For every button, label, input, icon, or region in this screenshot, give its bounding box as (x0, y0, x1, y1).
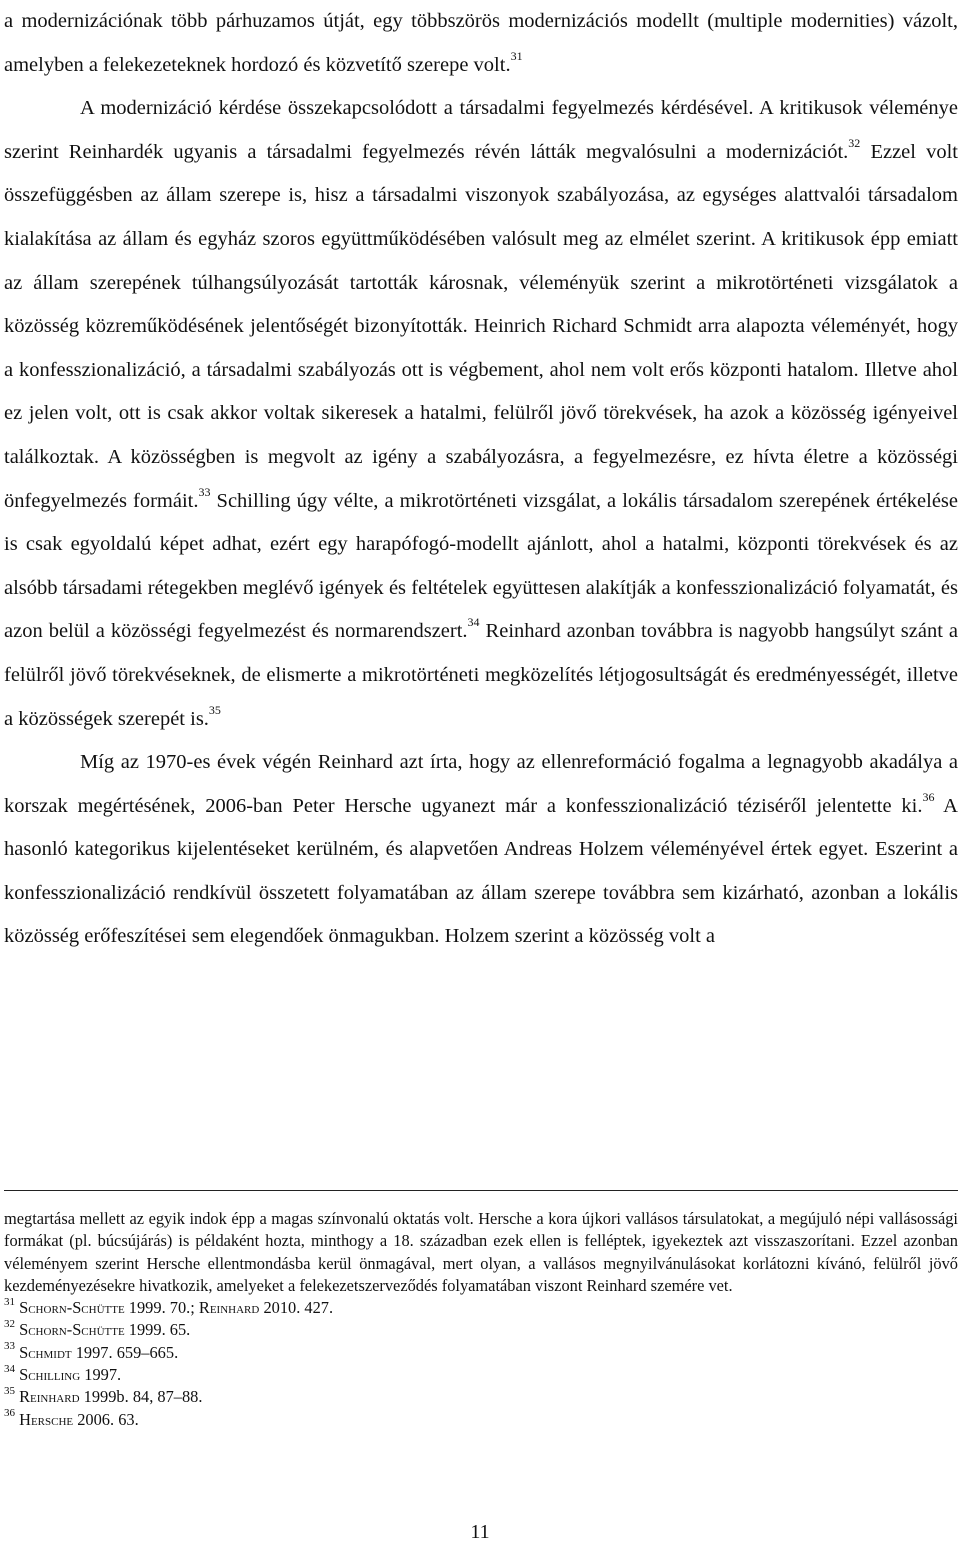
footnote-number: 32 (4, 1318, 15, 1331)
footnote-ref[interactable]: 31 (510, 48, 523, 63)
footnote-number: 33 (4, 1340, 15, 1353)
footnote-number: 35 (4, 1384, 15, 1397)
paragraph (4, 0, 958, 87)
footnote-author: Reinhard (19, 1387, 80, 1407)
footnote-reference: 1997. 659–665. (71, 1342, 179, 1362)
footnote-separator (4, 1190, 958, 1191)
footnote-number: 34 (4, 1362, 15, 1375)
footnote-number: 36 (4, 1407, 15, 1420)
text-run: Míg az 1970-es évek végén Reinhard azt írta, hogy az ellenreformáció fogalma a legnagyobb akadálya a korszak megértésének, 2006-ban Peter Hersche ugyanezt már a konfesszionalizáció téziséről jelentette ki. (4, 751, 958, 817)
paragraph (4, 87, 958, 741)
footnote (4, 1409, 958, 1431)
footnote-reference: 1997. (80, 1365, 122, 1385)
footnote-reference: 1999. 70.; (124, 1298, 199, 1318)
footnote (4, 1342, 958, 1364)
text-run: A modernizáció kérdése összekapcsolódott a társadalmi fegyelmezés kérdésével. A kritikusok véleménye szerint Reinhardék ugyanis a társadalmi fegyelmezés révén látták megvalósulni a modernizációt. (4, 97, 958, 163)
footnote-ref[interactable]: 35 (208, 702, 221, 717)
text-run: Ezzel volt összefüggésben az állam szerepe is, hisz a társadalmi viszonyok szabályozása, az egységes alattvalói társadalom kialakítása az állam és egyház szoros együttműködésében valósult meg az elmélet szerint. A kritikusok épp emiatt az állam szerepének túlhangsúlyozását tartották károsnak, véleményük szerint a mikrotörténeti vizsgálatok a közösség közreműködésének jelentőségét bizonyították. Heinrich Richard Schmidt arra alapozta véleményét, hogy a konfesszionalizáció, a társadalmi szabályozás ott is végbement, ahol nem volt erős központi hatalom. Illetve ahol ez jelen volt, ott is csak akkor voltak sikeresek a hatalmi, felülről jövő törekvések, ha azok a közösség igényeivel találkoztak. A közösségben is megvolt az igény a szabályozásra, a fegyelmezésre, ez hívta életre a közösségi önfegyelmezés formáit. (4, 140, 958, 512)
footnote-list (4, 1297, 958, 1431)
footnote-ref[interactable]: 32 (848, 135, 861, 150)
footnote-number: 31 (4, 1295, 15, 1308)
footnote-author: Schorn-Schütte (19, 1320, 125, 1340)
text-run: Reinhard azonban továbbra is nagyobb hangsúlyt szánt a felülről jövő törekvéseknek, de elismerte a mikrotörténeti megközelítés létjogosultságát és eredményességét, illetve a közösségek szerepét is. (4, 620, 959, 730)
footnote (4, 1319, 958, 1341)
footnote (4, 1364, 958, 1386)
footnote-reference: 1999b. 84, 87–88. (79, 1387, 203, 1407)
footnote-author: Schmidt (19, 1342, 72, 1362)
text-run: a modernizációnak több párhuzamos útját, egy többszörös modernizációs modellt (multiple modernities) vázolt, amelyben a felekezeteknek hordozó és közvetítő szerepe volt. (4, 10, 958, 76)
paragraph (4, 741, 958, 959)
footnote-continuation: megtartása mellett az egyik indok épp a magas színvonalú oktatás volt. Hersche a kora újkori vallásos társulatokat, a megújuló népi vallásossági formákat (pl. búcsújárás) is példaként hozta, minthogy a 18. században ezek ellen is felléptek, igyekeztek azt visszaszorítani. Ezzel azonban véleményem szerint Hersche ellentmondásba kerül önmagával, mert olyan, a vallásos megnyilvánulásokat korlátozni kívánó, felülről jövő kezdeményezésekre hivatkozik, amelyeket a felekezetszerveződés folyamatában viszont Reinhard szemére vet. (4, 1209, 958, 1295)
footnote-reference: 1999. 65. (124, 1320, 191, 1340)
footnote (4, 1386, 958, 1408)
footnotes (4, 1208, 958, 1431)
footnote-author: Schilling (19, 1365, 81, 1385)
main-text (4, 0, 958, 959)
text-run: Schilling úgy vélte, a mikrotörténeti vizsgálat, a lokális társadalom szerepének értékelése is csak egyoldalú képet adhat, ezért egy harapófogó-modellt ajánlott, ahol a hatalmi, központi törekvések és az alsóbb társadami rétegekben meglévő igények és feltételek együttesen alakítják a konfesszionalizáció folyamatát, és azon belül a közösségi fegyelmezést és normarendszert. (4, 489, 959, 643)
footnote-ref[interactable]: 36 (922, 789, 935, 804)
footnote-author: Hersche (19, 1409, 74, 1429)
text-run: A hasonló kategorikus kijelentéseket kerülném, és alapvetően Andreas Holzem véleményével értek egyet. Eszerint a konfesszionalizáció rendkívül összetett folyamatában az állam szerepe továbbra sem kizárható, azonban a lokális közösség erőfeszítései sem elegendőek önmagukban. Holzem szerint a közösség volt a (4, 794, 958, 948)
footnote (4, 1297, 958, 1319)
footnote-ref[interactable]: 34 (467, 615, 480, 630)
page-number: 11 (470, 1521, 490, 1543)
footnote-reference: 2010. 427. (259, 1298, 334, 1318)
footnote-author: Schorn-Schütte (19, 1298, 125, 1318)
footnote-author: Reinhard (198, 1298, 260, 1318)
footnote-ref[interactable]: 33 (198, 484, 211, 499)
footnote-reference: 2006. 63. (73, 1409, 139, 1429)
